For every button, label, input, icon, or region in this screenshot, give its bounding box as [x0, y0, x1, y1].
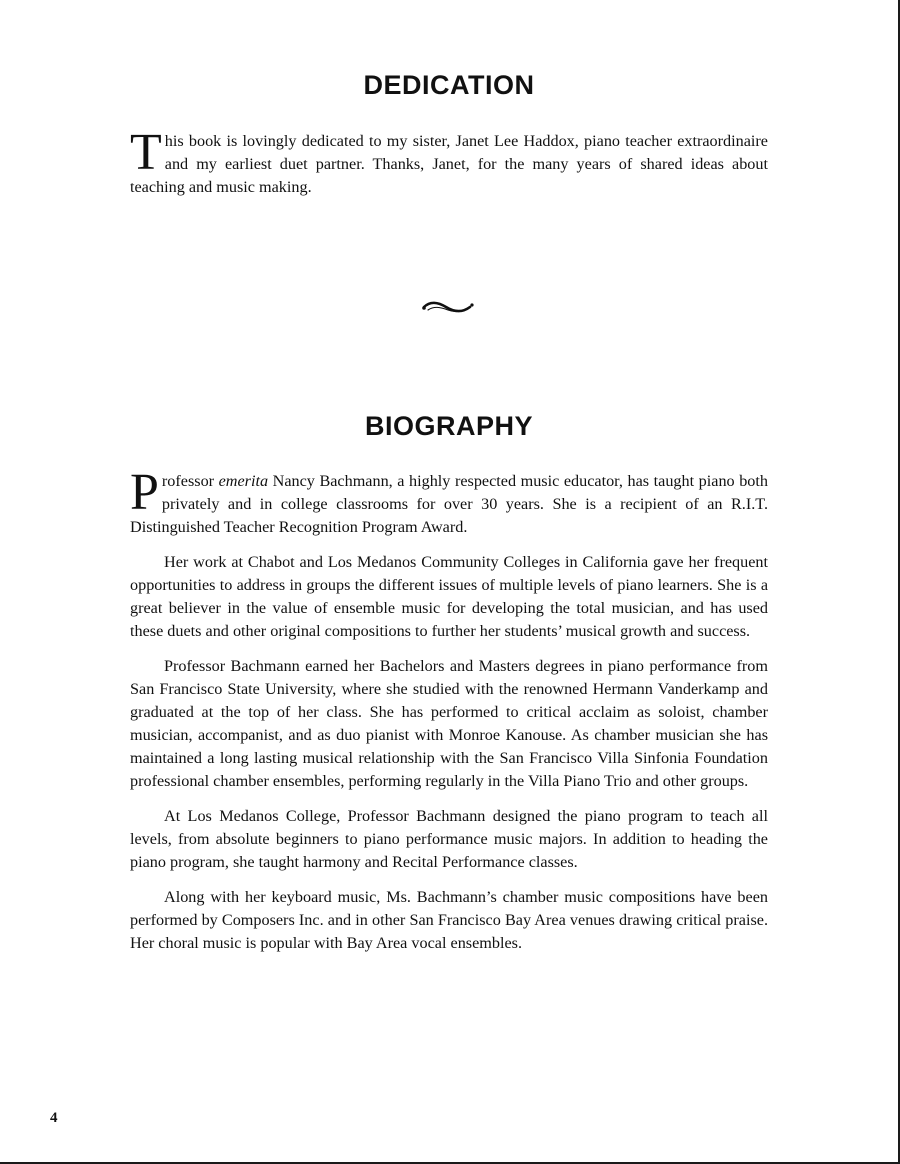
- biography-italic-text: emerita: [218, 472, 269, 490]
- biography-paragraph-1: [130, 464, 768, 539]
- dedication-heading: DEDICATION: [363, 70, 535, 100]
- biography-paragraph-5: Along with her keyboard music, Ms. Bachmann’s chamber music compositions have been performed by Composers Inc. and in other San Francisco Bay Area venues drawing critical praise. Her choral music is popular with Bay Area vocal ensembles.: [130, 888, 768, 952]
- page-number: 4: [50, 1110, 58, 1126]
- biography-section: [130, 464, 768, 955]
- dedication-dropcap: T: [130, 124, 162, 181]
- biography-paragraph-2: Her work at Chabot and Los Medanos Community Colleges in California gave her frequent opportunities to address in groups the different issues of multiple levels of piano learners. She is a great believer in the value of ensemble music for developing the total musician, and has used these duets and other original compositions to further her students’ musical growth and success.: [130, 553, 768, 640]
- biography-dropcap: P: [130, 464, 159, 521]
- biography-paragraph-4: At Los Medanos College, Professor Bachmann designed the piano program to teach all levels, from absolute beginners to piano performance music majors. In addition to heading the piano program, she taught harmony and Recital Performance classes.: [130, 807, 768, 871]
- dedication-section: [130, 124, 768, 199]
- dedication-paragraph: [130, 124, 768, 199]
- biography-heading: BIOGRAPHY: [364, 411, 534, 441]
- swash-ornament-icon: [420, 298, 476, 318]
- biography-lead-text: rofessor: [161, 472, 219, 490]
- biography-paragraph-3: Professor Bachmann earned her Bachelors and Masters degrees in piano performance from San Francisco State University, where she studied with the renowned Hermann Vanderkamp and graduated at the top of her class. She has performed to critical acclaim as soloist, chamber musician, accompanist, and as duo pianist with Monroe Kanouse. As chamber musician she has maintained a long lasting musical relationship with the San Francisco Villa Sinfonia Foundation professional chamber ensembles, performing regularly in the Villa Piano Trio and other groups.: [130, 657, 768, 790]
- biography-rest-text: Nancy Bachmann, a highly respected music educator, has taught piano both privately and in college classrooms for over 30 years. She is a recipient of an R.I.T. Distinguished Teacher Recognition Program Award.: [130, 472, 768, 536]
- dedication-text: his book is lovingly dedicated to my sister, Janet Lee Haddox, piano teacher extraordinaire and my earliest duet partner. Thanks, Janet, for the many years of shared ideas about teaching and music making.: [130, 132, 768, 196]
